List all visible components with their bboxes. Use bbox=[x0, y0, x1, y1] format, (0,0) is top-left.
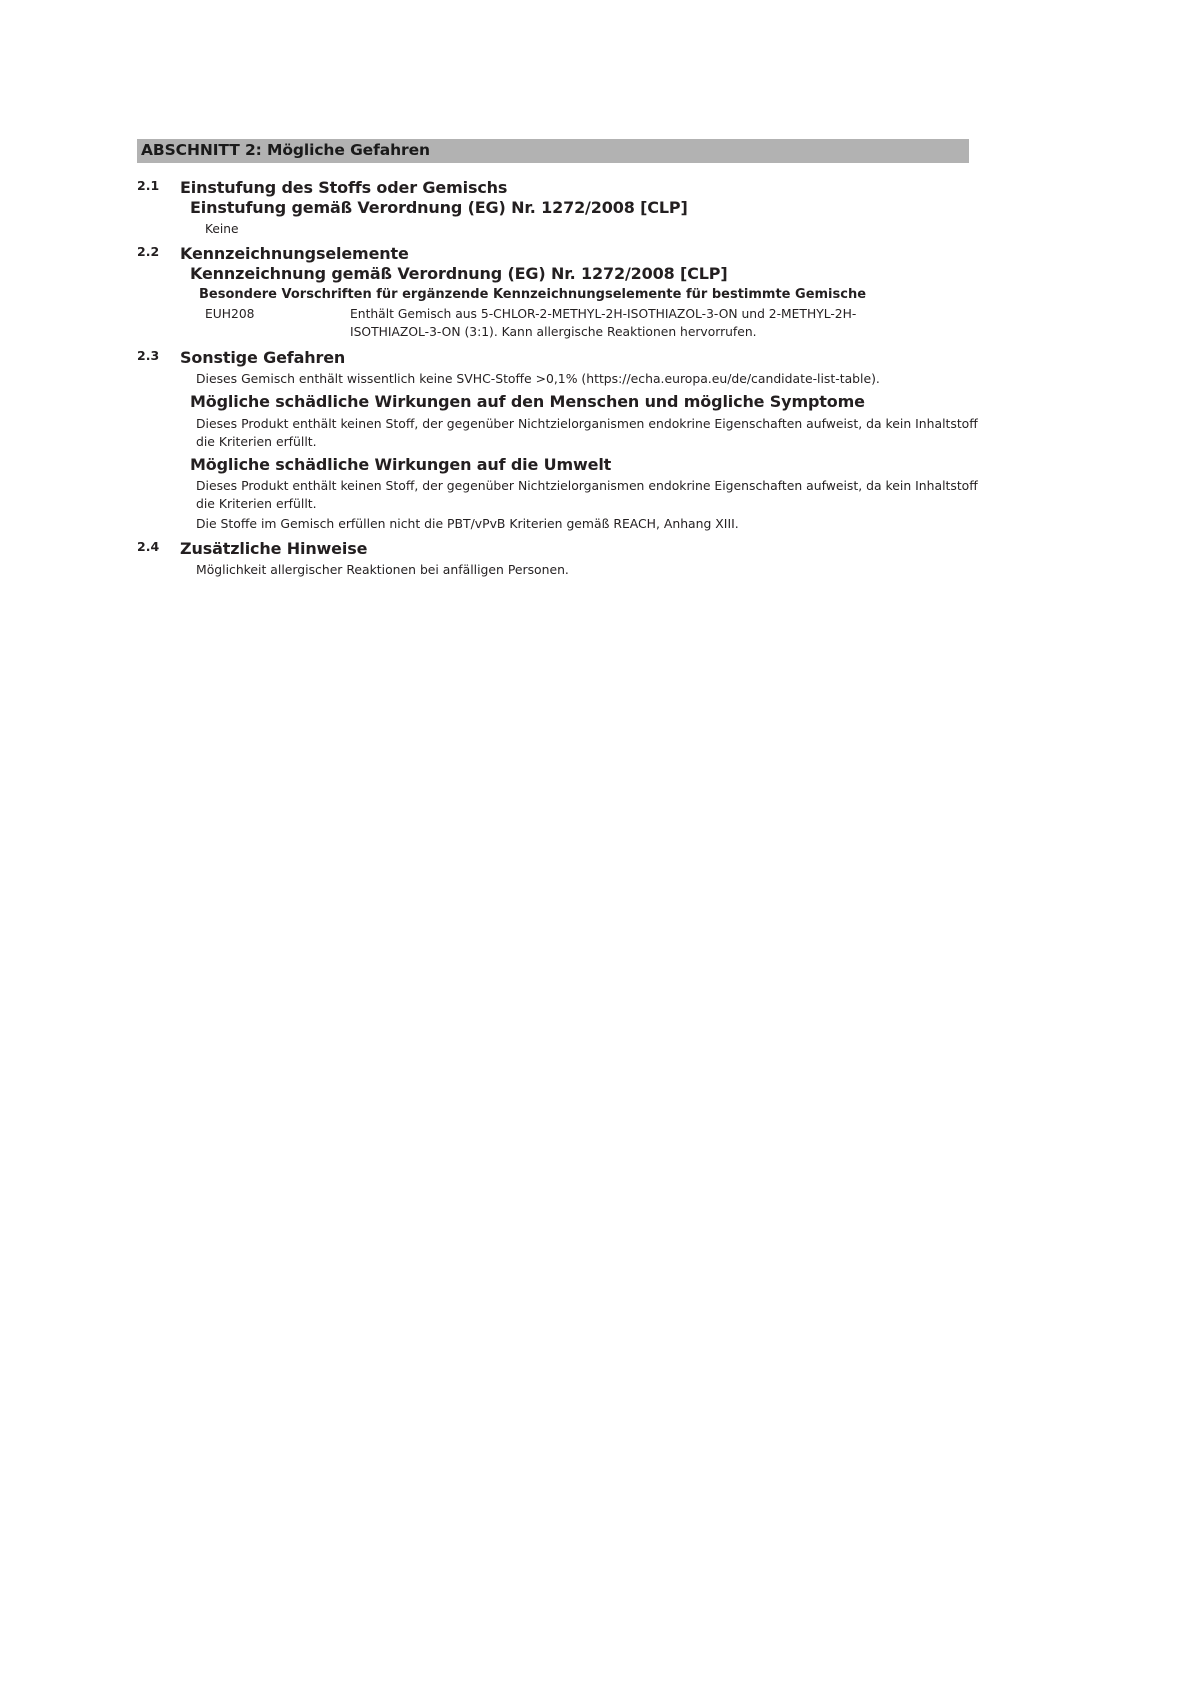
clause-2-1 bbox=[0, 178, 1200, 198]
clause-2-2-subsubheading: Besondere Vorschriften für ergänzende Kennzeichnungselemente für bestimmte Gemische bbox=[199, 287, 867, 303]
clause-2-3-env-text: Dieses Produkt enthält keinen Stoff, der gegenüber Nichtzielorganismen endokrine Eigenschaften aufweist, da kein Inhaltstoff die Kriterien erfüllt. bbox=[196, 478, 978, 512]
clause-2-4-number: 2.4 bbox=[137, 539, 160, 555]
clause-2-1-subheading: Einstufung gemäß Verordnung (EG) Nr. 1272/2008 [CLP] bbox=[190, 198, 688, 217]
clause-2-2-subheading: Kennzeichnung gemäß Verordnung (EG) Nr. 1272/2008 [CLP] bbox=[190, 264, 728, 284]
clause-2-1-number: 2.1 bbox=[137, 178, 160, 193]
clause-2-1-value: Keine bbox=[205, 221, 239, 236]
clause-2-3-title: Sonstige Gefahren bbox=[180, 347, 346, 367]
clause-2-3 bbox=[0, 348, 1200, 368]
section-header-title: ABSCHNITT 2: Mögliche Gefahren bbox=[141, 141, 430, 160]
euh-code-label: EUH208 bbox=[205, 307, 255, 322]
document-body bbox=[0, 178, 1200, 579]
clause-2-2 bbox=[0, 244, 1200, 264]
clause-2-3-intro-text: Dieses Gemisch enthält wissentlich keine SVHC-Stoffe >0,1% (https://echa.europa.eu/de/candidate-list-table). bbox=[196, 370, 880, 386]
clause-2-3-human-text: Dieses Produkt enthält keinen Stoff, der gegenüber Nichtzielorganismen endokrine Eigenschaften aufweist, da kein Inhaltstoff die Kriterien erfüllt. bbox=[196, 415, 978, 449]
clause-2-3-number: 2.3 bbox=[137, 347, 160, 363]
clause-2-3-human-heading: Mögliche schädliche Wirkungen auf den Menschen und mögliche Symptome bbox=[190, 391, 865, 411]
euh-code-row bbox=[205, 306, 1200, 342]
clause-2-1-title: Einstufung des Stoffs oder Gemischs bbox=[180, 178, 508, 197]
clause-2-4 bbox=[0, 539, 1200, 559]
clause-2-4-text: Möglichkeit allergischer Reaktionen bei anfälligen Personen. bbox=[196, 562, 569, 578]
euh-code-text: Enthält Gemisch aus 5-CHLOR-2-METHYL-2H-ISOTHIAZOL-3-ON und 2-METHYL-2H-ISOTHIAZOL-3-ON (3:1). Kann allergische Reaktionen hervorrufen. bbox=[350, 307, 857, 339]
clause-2-3-pbt-text: Die Stoffe im Gemisch erfüllen nicht die PBT/vPvB Kriterien gemäß REACH, Anhang XIII. bbox=[196, 516, 739, 532]
clause-2-2-number: 2.2 bbox=[137, 244, 160, 260]
clause-2-2-title: Kennzeichnungselemente bbox=[180, 244, 409, 264]
clause-2-3-env-heading: Mögliche schädliche Wirkungen auf die Umwelt bbox=[190, 454, 612, 474]
clause-2-4-title: Zusätzliche Hinweise bbox=[180, 539, 368, 559]
section-header-bar bbox=[137, 139, 969, 163]
